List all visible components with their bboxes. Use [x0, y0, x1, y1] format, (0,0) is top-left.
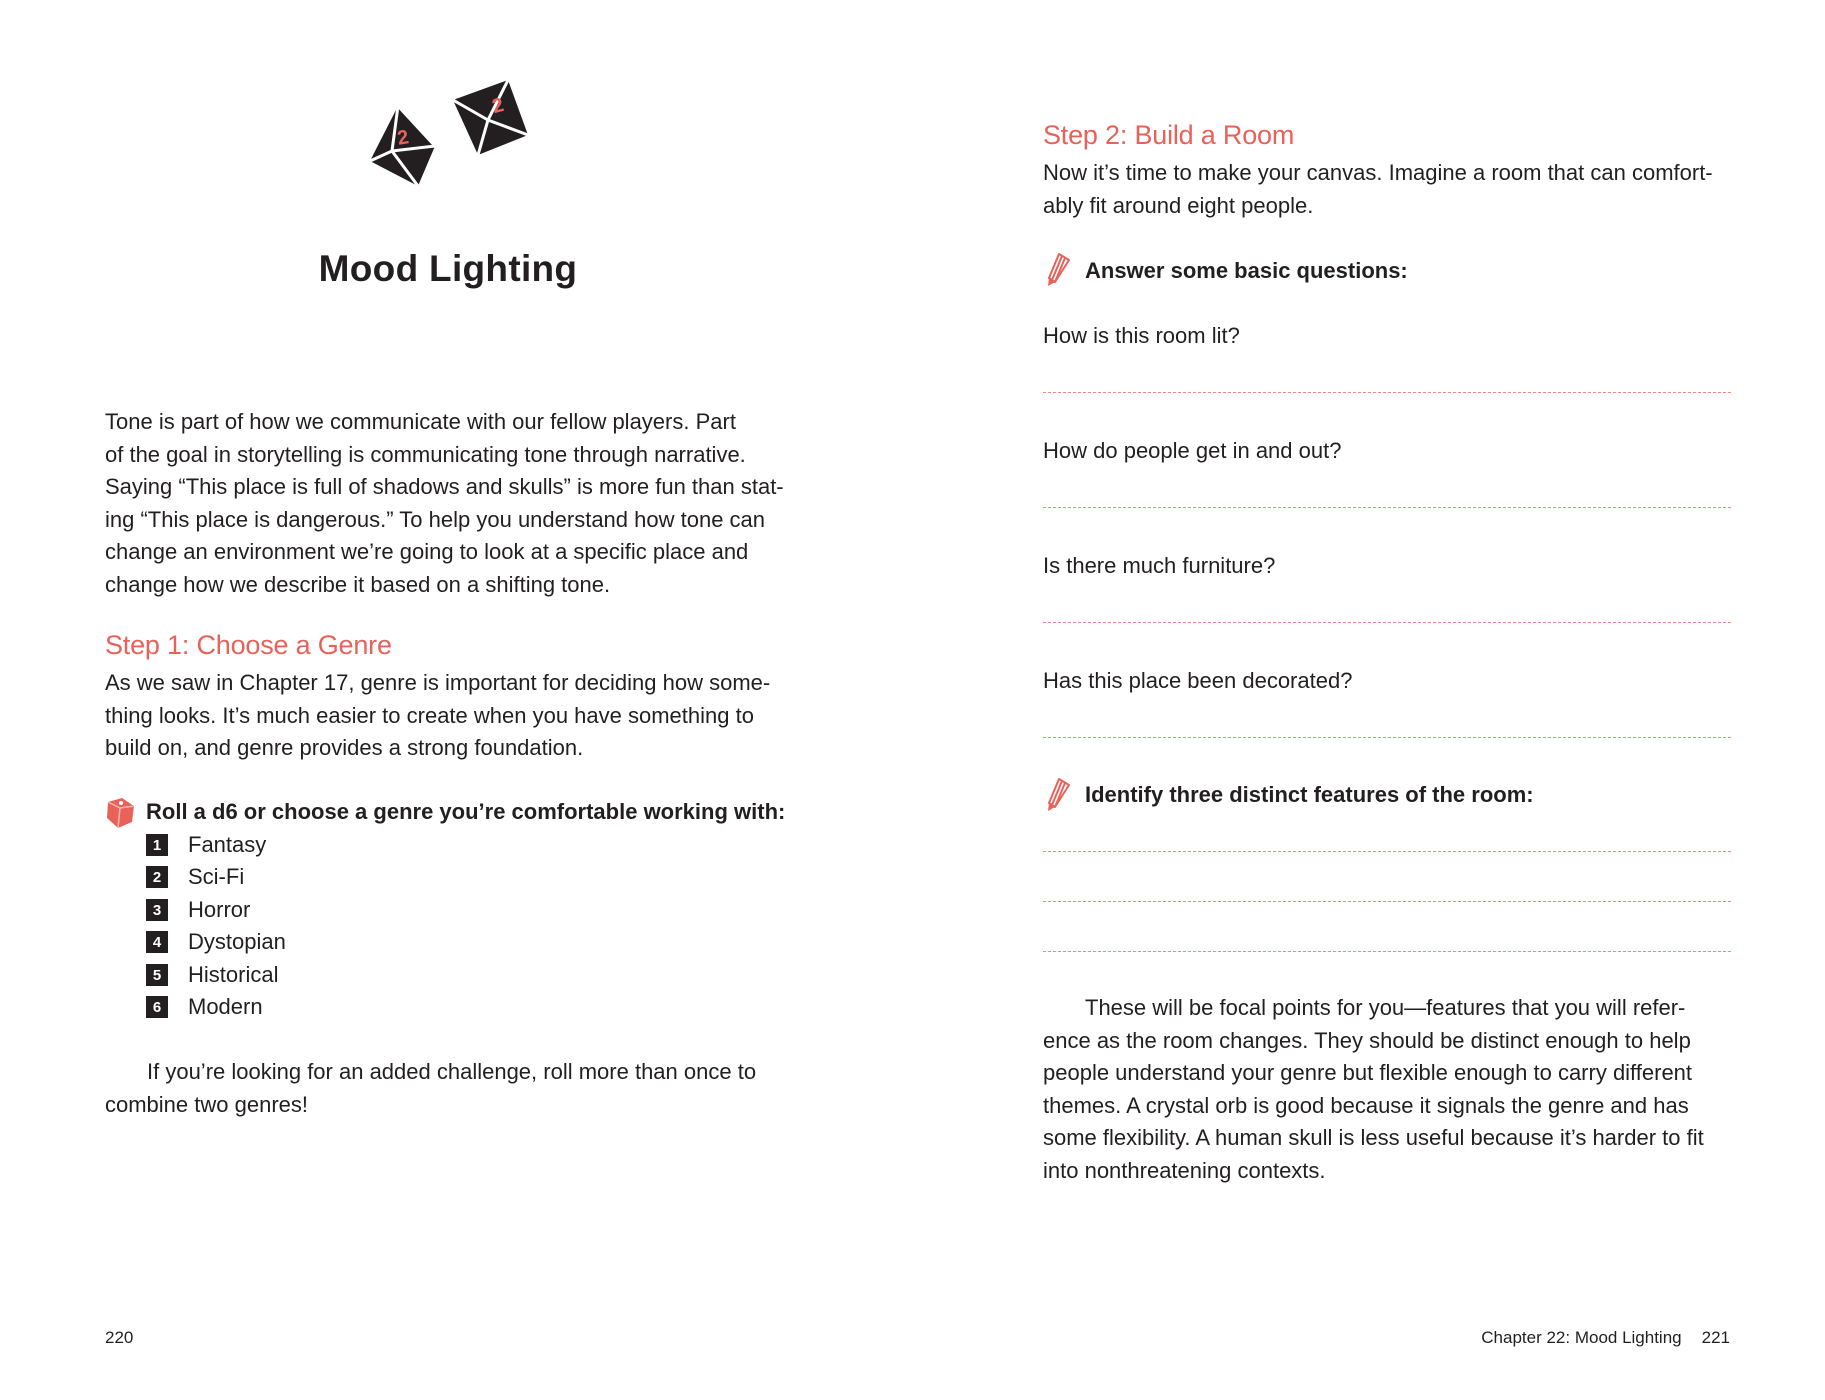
text-line: If you’re looking for an added challenge, roll more than once to	[147, 1059, 757, 1084]
genre-list-item	[146, 927, 286, 957]
answer-line[interactable]	[1043, 622, 1731, 623]
svg-text:2: 2	[395, 126, 411, 150]
feature-line[interactable]	[1043, 901, 1731, 902]
svg-text:2: 2	[489, 93, 507, 119]
text-line: change how we describe it based on a shifting tone.	[105, 571, 611, 597]
d6-dice-icon	[104, 796, 136, 830]
running-head: Chapter 22: Mood Lighting	[1481, 1328, 1682, 1347]
genre-label: Fantasy	[188, 832, 267, 857]
text-line: some flexibility. A human skull is less useful because it’s harder to fit	[1043, 1125, 1704, 1150]
feature-line[interactable]	[1043, 851, 1731, 852]
text-line: themes. A crystal orb is good because it signals the genre and has	[1043, 1092, 1689, 1118]
closing-paragraph	[1043, 992, 1743, 1187]
number-badge: 5	[146, 964, 168, 986]
page-number-left: 220	[105, 1328, 134, 1347]
text-line: As we saw in Chapter 17, genre is important for deciding how some-	[105, 670, 771, 695]
number-badge: 6	[146, 996, 168, 1018]
genre-list-item	[146, 992, 263, 1022]
text-line: of the goal in storytelling is communicating tone through narrative.	[105, 441, 746, 467]
intro-paragraph	[105, 406, 805, 601]
feature-line[interactable]	[1043, 951, 1731, 952]
number-badge: 3	[146, 899, 168, 921]
genre-label: Modern	[188, 994, 263, 1019]
genre-list-item	[146, 862, 244, 892]
text-line: thing looks. It’s much easier to create when you have something to	[105, 702, 754, 728]
answer-line[interactable]	[1043, 507, 1731, 508]
genre-label: Sci-Fi	[188, 864, 245, 889]
text-line: people understand your genre but flexible enough to carry different	[1043, 1060, 1693, 1085]
text-line: into nonthreatening contexts.	[1043, 1157, 1326, 1183]
text-line: Saying “This place is full of shadows and skulls” is more fun than stat-	[105, 474, 784, 499]
text-line: ence as the room changes. They should be distinct enough to help	[1043, 1027, 1691, 1053]
step1-heading: Step 1: Choose a Genre	[105, 630, 392, 660]
answer-prompt: Answer some basic questions:	[1085, 258, 1408, 283]
text-line: ing “This place is dangerous.” To help you understand how tone can	[105, 506, 766, 532]
question-label: Is there much furniture?	[1043, 553, 1276, 578]
number-badge: 4	[146, 931, 168, 953]
step2-heading: Step 2: Build a Room	[1043, 120, 1295, 150]
genre-list-item	[146, 895, 250, 925]
genre-list-item	[146, 960, 278, 990]
question-label: How do people get in and out?	[1043, 438, 1342, 463]
identify-prompt: Identify three distinct features of the room:	[1085, 782, 1534, 807]
pencil-icon	[1045, 777, 1073, 813]
text-line: build on, and genre provides a strong foundation.	[105, 735, 584, 760]
step2-paragraph	[1043, 157, 1743, 222]
genre-label: Historical	[188, 962, 279, 987]
question-label: How is this room lit?	[1043, 323, 1240, 348]
challenge-paragraph	[105, 1056, 805, 1121]
answer-line[interactable]	[1043, 392, 1731, 393]
running-footer	[1481, 1328, 1730, 1348]
genre-label: Dystopian	[188, 929, 286, 954]
page-number-right: 221	[1701, 1328, 1730, 1347]
answer-line[interactable]	[1043, 737, 1731, 738]
question-label: Has this place been decorated?	[1043, 668, 1353, 693]
text-line: ably fit around eight people.	[1043, 192, 1314, 218]
number-badge: 1	[146, 834, 168, 856]
text-line: Now it’s time to make your canvas. Imagine a room that can comfort-	[1043, 160, 1713, 185]
chapter-title: Mood Lighting	[318, 248, 578, 289]
text-line: These will be focal points for you—features that you will refer-	[1085, 995, 1686, 1020]
number-badge: 2	[146, 866, 168, 888]
step1-paragraph	[105, 667, 805, 765]
roll-prompt: Roll a d6 or choose a genre you’re comfortable working with:	[146, 799, 786, 824]
text-line: combine two genres!	[105, 1091, 308, 1117]
genre-list-item	[146, 830, 266, 860]
d8-dice-pair-icon	[365, 78, 535, 203]
text-line: Tone is part of how we communicate with our fellow players. Part	[105, 409, 736, 434]
text-line: change an environment we’re going to look at a specific place and	[105, 539, 749, 564]
genre-label: Horror	[188, 897, 251, 922]
pencil-icon	[1045, 252, 1073, 288]
